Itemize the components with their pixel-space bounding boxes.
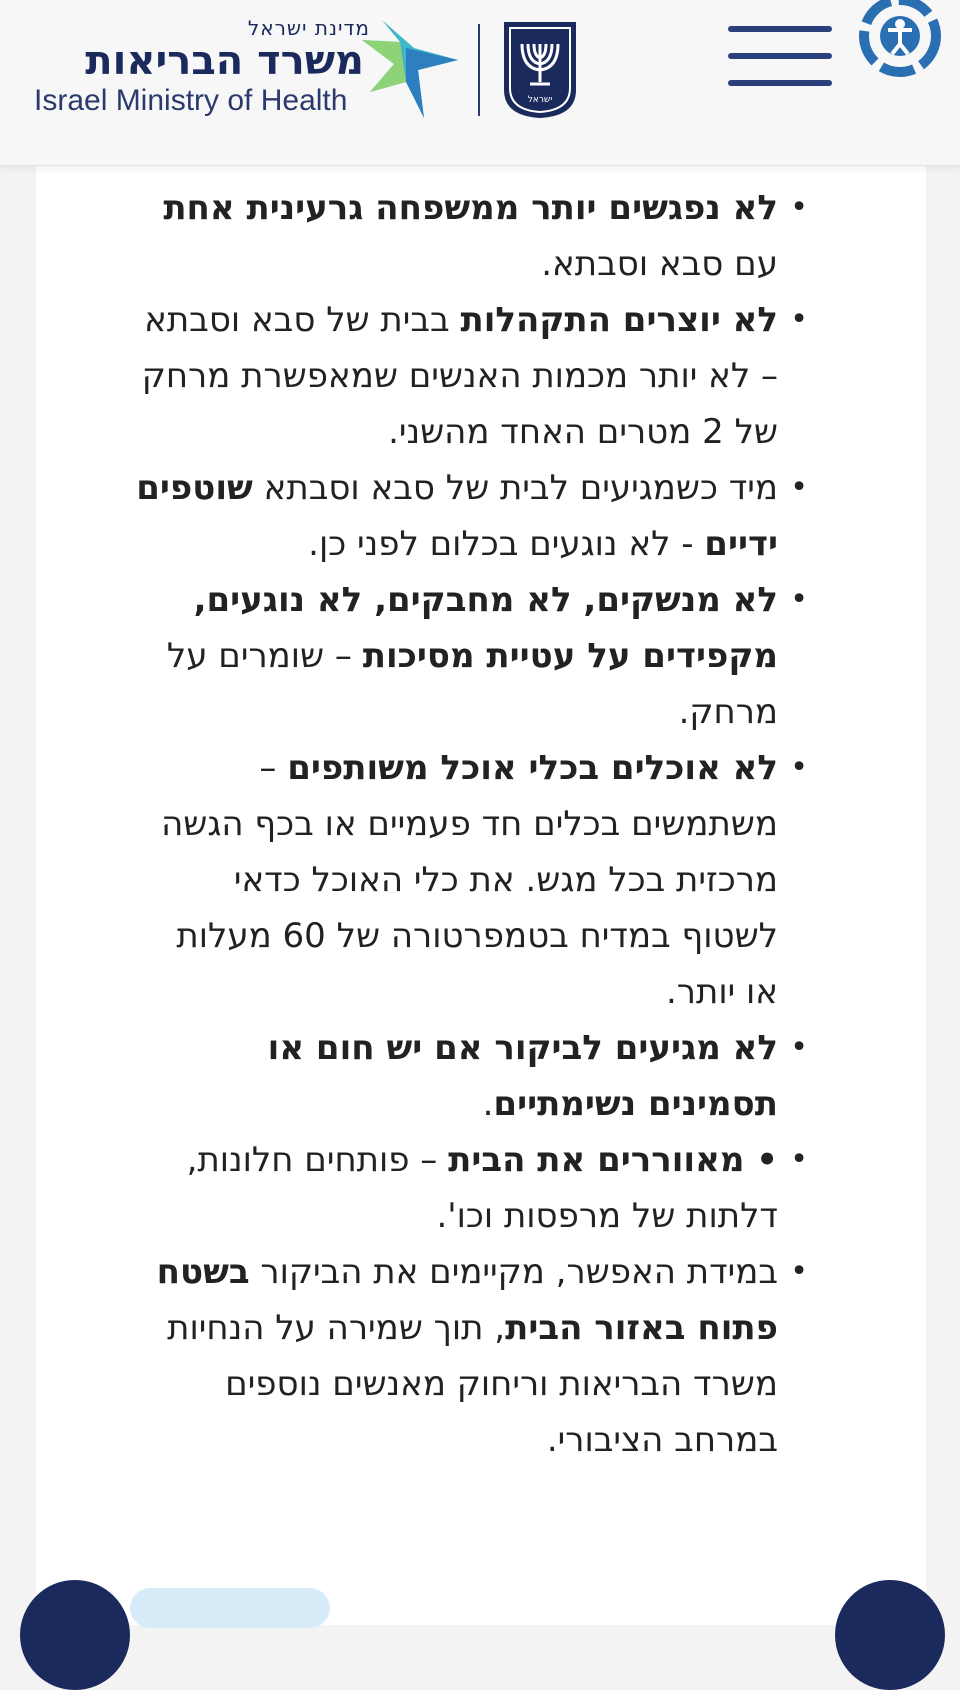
ministry-logo[interactable] bbox=[30, 14, 553, 124]
site-header bbox=[0, 0, 960, 166]
bullet-icon: • bbox=[790, 470, 808, 505]
body-text: - לא נוגעים בכלום לפני כן. bbox=[308, 524, 705, 564]
bullet-icon: • bbox=[790, 302, 808, 337]
bullet-icon: • bbox=[790, 1254, 808, 1289]
emphasized-text: בשטח פתוח באזור הבית bbox=[156, 1252, 778, 1348]
body-text: – שומרים על מרחק. bbox=[166, 636, 778, 732]
content-card bbox=[36, 165, 926, 1625]
logo-english-name: Israel Ministry of Health bbox=[34, 84, 348, 117]
floating-label[interactable] bbox=[130, 1588, 330, 1628]
emphasized-text: • מאווררים את הבית bbox=[448, 1140, 778, 1180]
hamburger-menu-icon[interactable] bbox=[728, 24, 834, 90]
emphasized-text: לא נפגשים יותר ממשפחה גרעינית אחת bbox=[163, 188, 778, 228]
list-item bbox=[36, 740, 926, 1020]
logo-state-text: מדינת ישראל bbox=[247, 16, 370, 40]
accessibility-icon[interactable] bbox=[858, 0, 942, 82]
bullet-icon: • bbox=[790, 1142, 808, 1177]
list-item bbox=[36, 292, 926, 460]
floating-action-button-right[interactable] bbox=[835, 1580, 945, 1690]
logo-divider bbox=[478, 24, 480, 116]
list-item bbox=[36, 1244, 926, 1468]
logo-hebrew-name: משרד הבריאות bbox=[85, 38, 364, 84]
list-item bbox=[36, 572, 926, 740]
body-text: מיד כשמגיעים לבית של סבא וסבתא bbox=[252, 468, 778, 508]
floating-action-button-left[interactable] bbox=[20, 1580, 130, 1690]
svg-text:ישראל: ישראל bbox=[527, 95, 553, 105]
bullet-icon: • bbox=[790, 190, 808, 225]
list-item bbox=[36, 180, 926, 292]
star-logo-icon bbox=[362, 20, 458, 118]
guidelines-list bbox=[36, 180, 926, 1468]
list-item bbox=[36, 1132, 926, 1244]
body-text: , תוך שמירה על הנחיות משרד הבריאות וריחוק מאנשים נוספים במרחב הציבורי. bbox=[167, 1308, 778, 1460]
bullet-icon: • bbox=[790, 582, 808, 617]
emphasized-text: לא מגיעים לביקור אם יש חום או תסמינים נשימתיים bbox=[267, 1028, 778, 1124]
body-text: בבית של סבא וסבתא – לא יותר מכמות האנשים שמאפשרת מרחק של 2 מטרים האחד מהשני. bbox=[141, 300, 778, 452]
body-text: – פותחים חלונות, דלתות של מרפסות וכו'. bbox=[186, 1140, 778, 1236]
body-text: – משתמשים בכלים חד פעמיים או בכף הגשה מרכזית בכל מגש. את כלי האוכל כדאי לשטוף במדיח בטמפרטורה של 60 מעלות או יותר. bbox=[161, 748, 778, 1012]
body-text: . bbox=[482, 1084, 494, 1124]
menorah-emblem-icon bbox=[500, 20, 580, 120]
emphasized-text: לא יוצרים התקהלות bbox=[460, 300, 778, 340]
bullet-icon: • bbox=[790, 1030, 808, 1065]
body-text: עם סבא וסבתא. bbox=[541, 244, 778, 284]
emphasized-text: לא אוכלים בכלי אוכל משותפים bbox=[287, 748, 778, 788]
bullet-icon: • bbox=[790, 750, 808, 785]
list-item bbox=[36, 1020, 926, 1132]
list-item bbox=[36, 460, 926, 572]
body-text: במידת האפשר, מקיימים את הביקור bbox=[249, 1252, 778, 1292]
emphasized-text: לא מנשקים, לא מחבקים, לא נוגעים, מקפידים על עטיית מסיכות bbox=[193, 580, 778, 676]
emphasized-text: שוטפים ידיים bbox=[136, 468, 778, 564]
